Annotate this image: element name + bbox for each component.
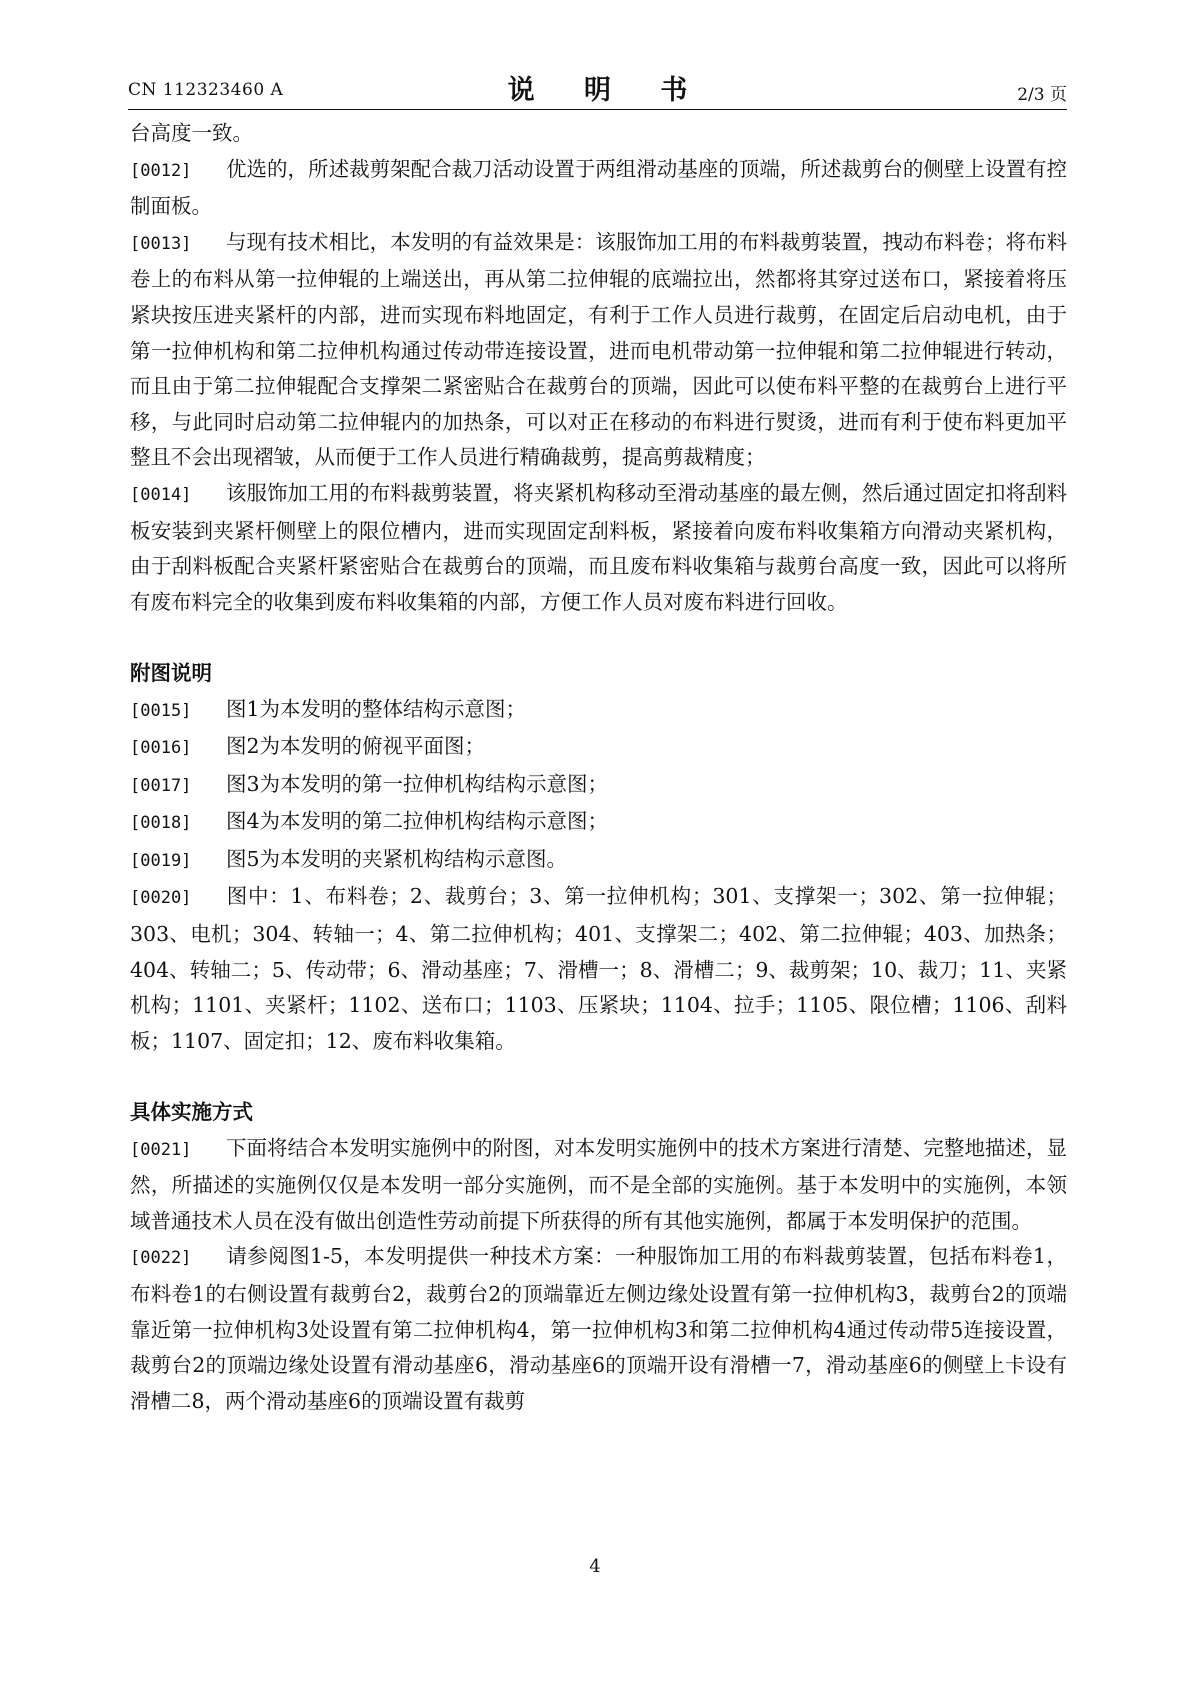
paragraph-text: 图中：1、布料卷；2、裁剪台；3、第一拉伸机构；301、支撑架一；302、第一拉伸辊；303、电机；304、转轴一；4、第二拉伸机构；401、支撑架二；402、第二拉伸辊；403、加热条；404、转轴二；5、传动带；6、滑动基座；7、滑槽一；8、滑槽二；9、裁剪架；10、裁刀；11、夹紧机构；1101、夹紧杆；1102、送布口；1103、压紧块；1104、拉手；1105、限位槽；1106、刮料板；1107、固定扣；12、废布料收集箱。: [130, 884, 1067, 1053]
paragraph-number: [0022]: [130, 1248, 192, 1269]
paragraph-text: 优选的，所述裁剪架配合裁刀活动设置于两组滑动基座的顶端，所述裁剪台的侧壁上设置有控制面板。: [130, 156, 1067, 219]
paragraph-continuation: [130, 116, 1067, 152]
paragraph-text: 请参阅图1-5，本发明提供一种技术方案：一种服饰加工用的布料裁剪装置，包括布料卷1，布料卷1的右侧设置有裁剪台2，裁剪台2的顶端靠近左侧边缘处设置有第一拉伸机构3，裁剪台2的顶端靠近第一拉伸机构3处设置有第二拉伸机构4，第一拉伸机构3和第二拉伸机构4通过传动带5连接设置，裁剪台2的顶端边缘处设置有滑动基座6，滑动基座6的顶端开设有滑槽一7，滑动基座6的侧壁上卡设有滑槽二8，两个滑动基座6的顶端设置有裁剪: [130, 1244, 1067, 1413]
paragraph-number: [0014]: [130, 484, 192, 505]
paragraph-text: 台高度一致。: [130, 121, 253, 145]
header-divider: [128, 109, 1067, 110]
paragraph-text: 图5为本发明的夹紧机构结构示意图。: [226, 846, 568, 871]
paragraph-0019: [130, 842, 1067, 880]
paragraph-0015: [130, 692, 1067, 730]
page-header: [128, 68, 1067, 108]
paragraph-0017: [130, 767, 1067, 805]
paragraph-text: 图3为本发明的第一拉伸机构结构示意图；: [226, 771, 609, 796]
paragraph-0020: [130, 879, 1067, 1059]
paragraph-number: [0016]: [130, 738, 192, 759]
paragraph-text: 图2为本发明的俯视平面图；: [226, 734, 486, 759]
paragraph-text: 图4为本发明的第二拉伸机构结构示意图；: [226, 809, 609, 834]
paragraph-0013: [130, 225, 1067, 476]
document-body: [130, 116, 1067, 1419]
paragraph-number: [0021]: [130, 1139, 192, 1160]
paragraph-number: [0017]: [130, 775, 192, 796]
section-heading-embodiments: 具体实施方式: [130, 1100, 253, 1125]
paragraph-number: [0012]: [130, 160, 192, 181]
paragraph-text: 图1为本发明的整体结构示意图；: [226, 696, 527, 721]
paragraph-0014: [130, 476, 1067, 620]
paragraph-0021: [130, 1131, 1067, 1240]
paragraph-text: 该服饰加工用的布料裁剪装置，将夹紧机构移动至滑动基座的最左侧，然后通过固定扣将刮料板安装到夹紧杆侧壁上的限位槽内，进而实现固定刮料板，紧接着向废布料收集箱方向滑动夹紧机构，由于刮料板配合夹紧杆紧密贴合在裁剪台的顶端，而且废布料收集箱与裁剪台高度一致，因此可以将所有废布料完全的收集到废布料收集箱的内部，方便工作人员对废布料进行回收。: [130, 480, 1067, 614]
section-spacer: [130, 620, 1067, 656]
paragraph-number: [0013]: [130, 233, 192, 254]
paragraph-0018: [130, 804, 1067, 842]
section-heading-figures: 附图说明: [130, 660, 212, 685]
paragraph-0016: [130, 729, 1067, 767]
paragraph-0022: [130, 1239, 1067, 1419]
page-indicator: 2/3 页: [1017, 85, 1067, 105]
paragraph-0012: [130, 152, 1067, 225]
section-spacer: [130, 1059, 1067, 1095]
paragraph-number: [0019]: [130, 850, 192, 871]
page-footer-number: 4: [589, 1556, 601, 1577]
paragraph-number: [0018]: [130, 813, 192, 834]
document-title: 说 明 书: [507, 75, 708, 106]
paragraph-number: [0020]: [130, 888, 192, 909]
patent-number: CN 112323460 A: [128, 80, 284, 100]
paragraph-text: 与现有技术相比，本发明的有益效果是：该服饰加工用的布料裁剪装置，拽动布料卷；将布料卷上的布料从第一拉伸辊的上端送出，再从第二拉伸辊的底端拉出，然都将其穿过送布口，紧接着将压紧块按压进夹紧杆的内部，进而实现布料地固定，有利于工作人员进行裁剪，在固定后启动电机，由于第一拉伸机构和第二拉伸机构通过传动带连接设置，进而电机带动第一拉伸辊和第二拉伸辊进行转动，而且由于第二拉伸辊配合支撑架二紧密贴合在裁剪台的顶端，因此可以使布料平整的在裁剪台上进行平移，与此同时启动第二拉伸辊内的加热条，可以对正在移动的布料进行熨烫，进而有利于使布料更加平整且不会出现褶皱，从而便于工作人员进行精确裁剪，提高剪裁精度；: [130, 229, 1067, 470]
paragraph-number: [0015]: [130, 700, 192, 721]
paragraph-text: 下面将结合本发明实施例中的附图，对本发明实施例中的技术方案进行清楚、完整地描述，显然，所描述的实施例仅仅是本发明一部分实施例，而不是全部的实施例。基于本发明中的实施例，本领域普通技术人员在没有做出创造性劳动前提下所获得的所有其他实施例，都属于本发明保护的范围。: [130, 1135, 1067, 1233]
